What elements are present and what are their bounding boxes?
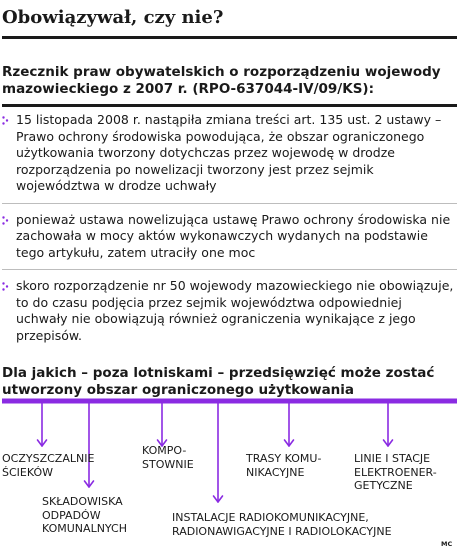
arrow-trasy: [285, 403, 294, 446]
arrow-kompostownie: [158, 403, 167, 446]
page-title: Obowiązywał, czy nie?: [2, 6, 457, 39]
point-text: ponieważ ustawa nowelizująca ustawę Prawo ochrony środowiska nie zachowała w mocy aktów wykonawczych wydanych na podstawie tego artykułu, zatem utraciły one moc: [16, 211, 451, 260]
subtitle: Rzecznik praw obywatelskich o rozporządzeniu wojewody mazowieckiego z 2007 r. (RPO-637044-IV/09/KS):: [2, 64, 457, 107]
bullet-icon: [2, 116, 9, 125]
target-kompostownie: KOMPO-STOWNIE: [142, 444, 194, 471]
point-text: 15 listopada 2008 r. nastąpiła zmiana treści art. 135 ust. 2 ustawy – Prawo ochrony środowiska powodująca, że obszar ograniczonego użytkowania tworzony dotychczas przez wojewodę w drodze rozporządzenia po nowelizacji tworzony jest przez sejmik województwa w drodze uchwały: [16, 112, 442, 193]
point-list: [2, 112, 457, 360]
section-title: Dla jakich – poza lotniskami – przedsięwzięć może zostać utworzony obszar ograniczonego użytkowania: [2, 365, 435, 398]
target-oczyszczalnie: OCZYSZCZALNIE ŚCIEKÓW: [2, 452, 95, 479]
arrow-linie: [384, 403, 393, 446]
target-instalacje: INSTALACJE RADIOKOMUNIKACYJNE, RADIONAWIGACYJNE I RADIOLOKACYJNE: [172, 511, 392, 538]
target-linie: LINIE I STACJE ELEKTROENER-GETYCZNE: [354, 452, 437, 492]
bullet-icon: [2, 282, 9, 291]
credit: MC: [441, 540, 453, 548]
point-2: [2, 212, 457, 271]
target-trasy: TRASY KOMU-NIKACYJNE: [246, 452, 322, 479]
point-text: skoro rozporządzenie nr 50 wojewody mazowieckiego nie obowiązuje, to do czasu podjęcia przez sejmik województwa odpowiedniej uchwały nie obowiązują również ograniczenia wynikające z jego przepisów.: [16, 278, 454, 343]
arrow-oczyszczalnie: [38, 403, 47, 446]
target-skladowiska: SKŁADOWISKA ODPADÓW KOMUNALNYCH: [42, 495, 127, 535]
point-3: [2, 278, 457, 352]
arrow-instalacje: [214, 403, 223, 502]
point-1: [2, 112, 457, 204]
bullet-icon: [2, 216, 9, 225]
